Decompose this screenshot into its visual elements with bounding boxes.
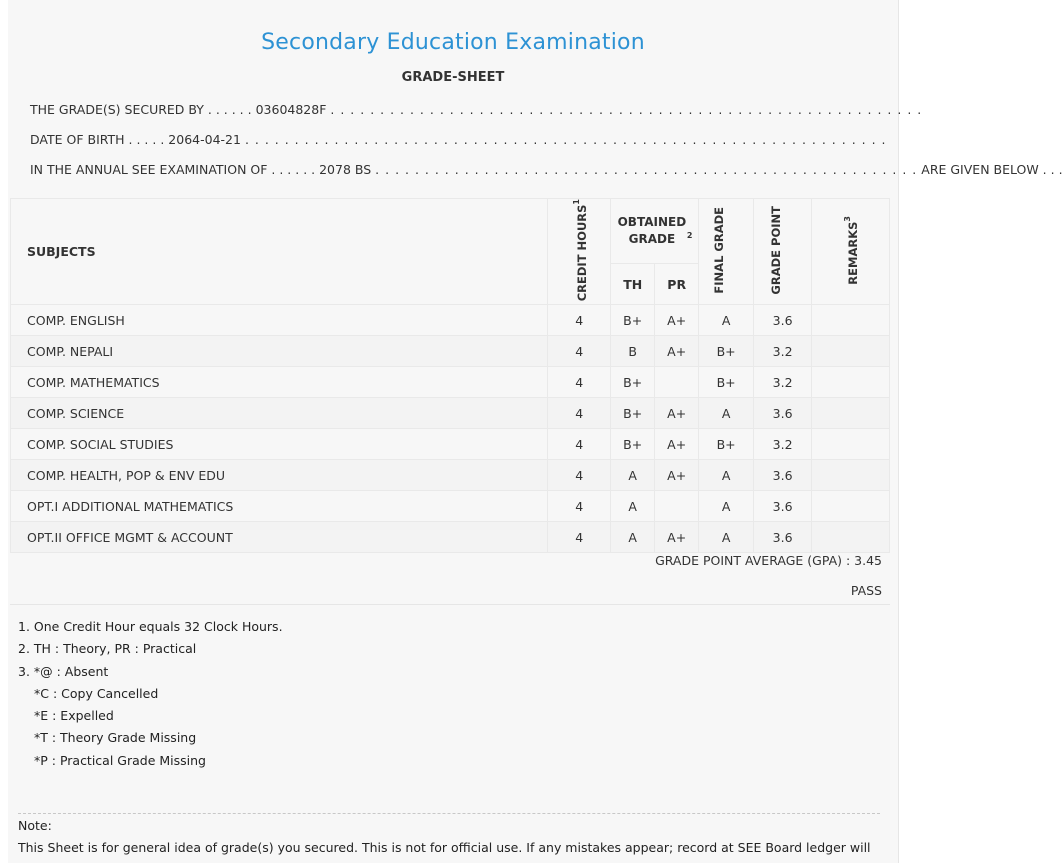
exam-tail: ARE GIVEN BELOW . . . xyxy=(921,162,1063,177)
remarks-cell xyxy=(812,522,890,553)
secured-dots: . . . . . . . . . . . . . . . . . . . . . . . . . . . . . . . . . . . . . . . . . . . . . . . . . . . . . . . . . . . . xyxy=(330,102,923,117)
credit-hours-cell: 4 xyxy=(548,429,611,460)
subject-cell: OPT.II OFFICE MGMT & ACCOUNT xyxy=(11,522,548,553)
final-grade-label: FINAL GRADE xyxy=(712,206,727,294)
remarks-text: REMARKS xyxy=(845,221,860,285)
remarks-cell xyxy=(812,367,890,398)
theory-grade-cell: A xyxy=(611,460,655,491)
theory-grade-cell: B xyxy=(611,336,655,367)
remarks-cell xyxy=(812,336,890,367)
subject-cell: COMP. SOCIAL STUDIES xyxy=(11,429,548,460)
symbol-number: 03604828F xyxy=(255,102,327,117)
credit-hours-cell: 4 xyxy=(548,398,611,429)
credit-hours-cell: 4 xyxy=(548,305,611,336)
grade-point-cell: 3.2 xyxy=(754,336,812,367)
theory-grade-cell: A xyxy=(611,491,655,522)
practical-grade-cell: A+ xyxy=(655,522,699,553)
subject-cell: COMP. HEALTH, POP & ENV EDU xyxy=(11,460,548,491)
exam-line xyxy=(30,162,1063,177)
subject-cell: COMP. ENGLISH xyxy=(11,305,548,336)
dob-line xyxy=(30,132,887,147)
final-grade-cell: A xyxy=(699,460,754,491)
credit-hours-cell: 4 xyxy=(548,336,611,367)
credit-hours-text: CREDIT HOURS xyxy=(574,204,589,302)
credit-hours-cell: 4 xyxy=(548,460,611,491)
theory-grade-cell: B+ xyxy=(611,398,655,429)
grade-point-cell: 3.6 xyxy=(754,460,812,491)
legend-item: 3. *@ : Absent xyxy=(18,663,109,679)
grade-point-cell: 3.6 xyxy=(754,398,812,429)
legend-item: *T : Theory Grade Missing xyxy=(34,730,197,746)
obtained-grade-header xyxy=(611,199,699,264)
table-row xyxy=(11,305,890,336)
grade-point-cell: 3.6 xyxy=(754,491,812,522)
legend-item: *P : Practical Grade Missing xyxy=(34,752,206,768)
grade-point-cell: 3.2 xyxy=(754,367,812,398)
dob-value: 2064-04-21 xyxy=(168,132,241,147)
th-header: TH xyxy=(611,264,655,305)
final-grade-header xyxy=(699,199,754,305)
grade-rows xyxy=(11,305,890,553)
practical-grade-cell xyxy=(655,367,699,398)
final-grade-cell: A xyxy=(699,522,754,553)
table-row xyxy=(11,336,890,367)
credit-hours-cell: 4 xyxy=(548,522,611,553)
grades-table xyxy=(10,198,890,553)
legend-item: 1. One Credit Hour equals 32 Clock Hours. xyxy=(18,619,283,634)
table-row xyxy=(11,367,890,398)
final-grade-cell: A xyxy=(699,398,754,429)
credit-hours-cell: 4 xyxy=(548,367,611,398)
theory-grade-cell: B+ xyxy=(611,429,655,460)
obtained-grade-text: OBTAINED GRADE xyxy=(617,215,687,247)
exam-dots: . . . . . . . . . . . . . . . . . . . . . . . . . . . . . . . . . . . . . . . . . . . . . . . . . . . . . . . xyxy=(375,162,918,177)
grade-point-cell: 3.6 xyxy=(754,305,812,336)
practical-grade-cell: A+ xyxy=(655,429,699,460)
final-grade-cell: B+ xyxy=(699,429,754,460)
dob-dots: . . . . . . . . . . . . . . . . . . . . . . . . . . . . . . . . . . . . . . . . . . . . . . . . . . . . . . . . . . . . . . . . . xyxy=(244,132,887,147)
legend-item: *E : Expelled xyxy=(34,708,114,724)
practical-grade-cell: A+ xyxy=(655,398,699,429)
pr-header: PR xyxy=(655,264,699,305)
sheet-subtitle: GRADE-SHEET xyxy=(401,70,505,85)
credit-hours-cell: 4 xyxy=(548,491,611,522)
dob-label: DATE OF BIRTH . . . . . xyxy=(30,132,165,147)
table-row xyxy=(11,491,890,522)
remarks-header xyxy=(812,199,890,305)
remarks-label xyxy=(842,216,859,285)
grade-sheet xyxy=(8,0,1063,863)
subjects-header xyxy=(11,199,548,305)
grade-point-header xyxy=(754,199,812,305)
secured-by-label: THE GRADE(S) SECURED BY . . . . . . xyxy=(30,102,252,117)
note-heading: Note: xyxy=(18,818,52,833)
exam-title: Secondary Education Examination xyxy=(261,30,645,55)
exam-year: 2078 BS xyxy=(319,162,372,177)
result-status: PASS xyxy=(850,583,882,598)
credit-hours-header xyxy=(548,199,611,305)
credit-hours-label xyxy=(571,199,588,301)
practical-grade-cell: A+ xyxy=(655,305,699,336)
subject-cell: COMP. MATHEMATICS xyxy=(11,367,548,398)
note-divider xyxy=(18,813,880,814)
subjects-header-label: SUBJECTS xyxy=(27,244,96,260)
secured-by-line xyxy=(30,102,922,117)
practical-grade-cell xyxy=(655,491,699,522)
table-row xyxy=(11,398,890,429)
remarks-sup: 3 xyxy=(843,215,853,222)
obtained-sup: 2 xyxy=(686,231,693,241)
gpa-summary: GRADE POINT AVERAGE (GPA) : 3.45 xyxy=(655,553,882,568)
credit-sup: 1 xyxy=(571,199,581,205)
remarks-cell xyxy=(812,429,890,460)
grade-point-label: GRADE POINT xyxy=(768,205,783,295)
final-grade-cell: A xyxy=(699,491,754,522)
exam-label: IN THE ANNUAL SEE EXAMINATION OF . . . . . . xyxy=(30,162,316,177)
note-text: This Sheet is for general idea of grade(s) you secured. This is not for official use. If any mistakes appear; record at SEE Board ledger will xyxy=(18,840,871,855)
remarks-cell xyxy=(812,460,890,491)
subject-cell: OPT.I ADDITIONAL MATHEMATICS xyxy=(11,491,548,522)
divider xyxy=(10,604,890,605)
final-grade-cell: A xyxy=(699,305,754,336)
final-grade-cell: B+ xyxy=(699,367,754,398)
practical-grade-cell: A+ xyxy=(655,336,699,367)
final-grade-cell: B+ xyxy=(699,336,754,367)
remarks-cell xyxy=(812,398,890,429)
grade-point-cell: 3.6 xyxy=(754,522,812,553)
legend-item: 2. TH : Theory, PR : Practical xyxy=(18,641,197,657)
table-row xyxy=(11,460,890,491)
subject-cell: COMP. SCIENCE xyxy=(11,398,548,429)
table-row xyxy=(11,522,890,553)
remarks-cell xyxy=(812,305,890,336)
legend xyxy=(18,616,283,772)
legend-item: *C : Copy Cancelled xyxy=(34,685,159,701)
theory-grade-cell: B+ xyxy=(611,367,655,398)
theory-grade-cell: B+ xyxy=(611,305,655,336)
subject-cell: COMP. NEPALI xyxy=(11,336,548,367)
theory-grade-cell: A xyxy=(611,522,655,553)
remarks-cell xyxy=(812,491,890,522)
table-row xyxy=(11,429,890,460)
grade-point-cell: 3.2 xyxy=(754,429,812,460)
practical-grade-cell: A+ xyxy=(655,460,699,491)
